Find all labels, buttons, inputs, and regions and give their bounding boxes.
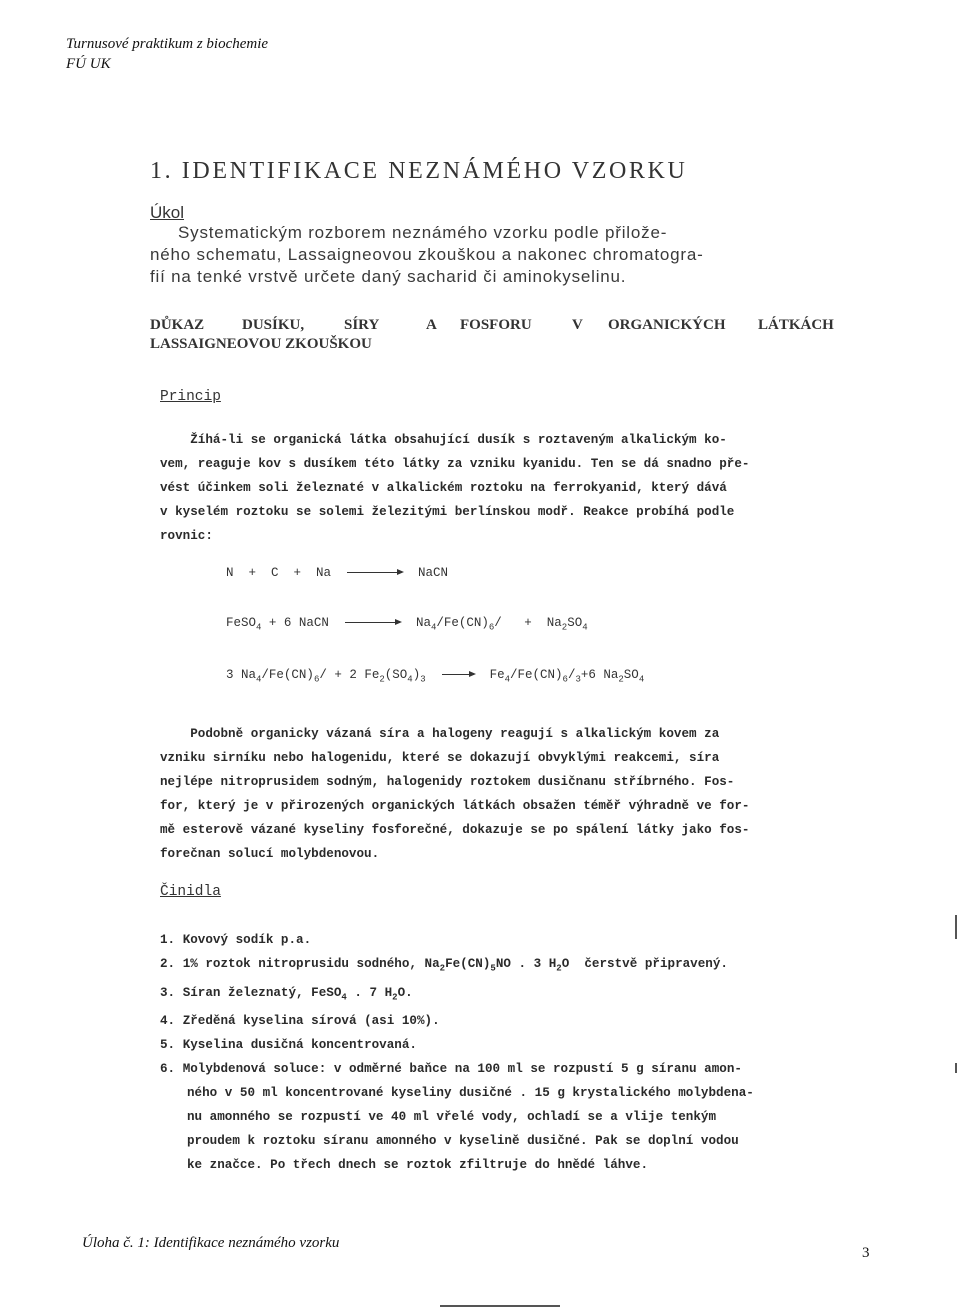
eq-sub: 6 — [488, 622, 495, 633]
task-line: Systematickým rozborem neznámého vzorku podle přilože- — [178, 223, 668, 242]
eq-sub: 4 — [638, 674, 645, 685]
eq-term: /Fe(CN) — [436, 616, 489, 630]
eq-sub: 4 — [256, 674, 262, 685]
item-text: Molybdenová soluce: v odměrné baňce na 100 ml se rozpustí 5 g síranu amon- — [182, 1062, 742, 1077]
eq-term: Fe — [489, 668, 505, 682]
paragraph-line: nejlépe nitroprusidem sodným, halogenidy roztokem dusičnanu stříbrného. Fos- — [160, 775, 735, 789]
item-number: 1. — [160, 933, 176, 947]
item-number: 5. — [160, 1038, 176, 1053]
item-number: 3. — [160, 985, 176, 1000]
section-title — [150, 316, 850, 354]
item-text: Kyselina dusičná koncentrovaná. — [182, 1038, 417, 1053]
item-number: 4. — [160, 1014, 176, 1029]
list-item — [160, 952, 754, 981]
paragraph-line: v kyselém roztoku se solemi železitými berlínskou modř. Reakce probíhá podle — [160, 505, 735, 519]
reagents-heading: Činidla — [160, 884, 221, 900]
page-number: 3 — [862, 1245, 870, 1261]
eq-sub: 3 — [575, 674, 581, 685]
section-word: ORGANICKÝCH — [608, 317, 726, 333]
reaction-arrow-icon — [442, 674, 474, 675]
eq-reactants: N + C + Na — [226, 566, 332, 580]
equation-1 — [226, 566, 448, 580]
eq-term: /Fe(CN) — [261, 668, 314, 682]
principle-paragraph-1 — [160, 428, 749, 548]
footer-caption: Úloha č. 1: Identifikace neznámého vzorku — [82, 1235, 340, 1251]
scan-edge-mark — [955, 1063, 957, 1073]
header-faculty: FÚ UK — [66, 56, 111, 72]
item-text: Fe(CN) — [445, 957, 491, 971]
eq-sub: 4 — [430, 622, 437, 633]
eq-term: (SO — [384, 668, 408, 682]
reaction-arrow-icon — [347, 572, 402, 573]
eq-term: + 6 NaCN — [261, 616, 329, 630]
item-text: Síran železnatý, FeSO — [182, 985, 342, 1000]
section-word: SÍRY — [344, 317, 380, 333]
eq-term: 3 Na — [226, 668, 257, 682]
equation-3 — [226, 668, 644, 685]
section-word: FOSFORU — [460, 317, 532, 333]
eq-sub: 2 — [561, 622, 568, 633]
reaction-arrow-icon — [345, 622, 400, 623]
item-sub: 2 — [556, 963, 562, 974]
paragraph-line: for, který je v přirozených organických látkách obsažen téměř výhradně ve for- — [160, 799, 750, 813]
list-item-continuation: ke značce. Po třech dnech se roztok zfiltruje do hnědé láhve. — [187, 1158, 649, 1173]
list-item — [160, 1033, 754, 1057]
paragraph-line: Podobně organicky vázaná síra a halogeny reagují s alkalickým kovem za — [160, 727, 720, 741]
item-number: 2. — [160, 957, 176, 971]
eq-sub: 4 — [504, 674, 511, 685]
eq-sub: 4 — [582, 622, 588, 633]
item-text: 1% roztok nitroprusidu sodného, Na — [182, 957, 440, 971]
eq-term: +6 Na — [580, 668, 619, 682]
paragraph-line: mě esterově vázané kyseliny fosforečné, dokazuje se po spálení látky jako fos- — [160, 823, 750, 837]
eq-term: Na — [415, 616, 431, 630]
eq-term: /Fe(CN) — [510, 668, 563, 682]
eq-sub: 6 — [562, 674, 568, 685]
item-text: Zředěná kyselina sírová (asi 10%). — [182, 1014, 440, 1029]
eq-products: NaCN — [418, 566, 449, 580]
item-sub: 2 — [392, 992, 398, 1003]
eq-sub: 6 — [313, 674, 320, 685]
item-text: O. — [397, 985, 413, 1000]
eq-term: / — [567, 668, 576, 682]
paragraph-line: vem, reaguje kov s dusíkem této látky za vzniku kyanidu. Ten se dá snadno pře- — [160, 457, 750, 471]
item-text: Kovový sodík p.a. — [182, 933, 312, 947]
item-text: NO . 3 H — [495, 957, 557, 971]
item-sub: 5 — [490, 963, 496, 974]
task-heading: Úkol — [150, 203, 185, 222]
item-text: . 7 H — [346, 985, 393, 1000]
paragraph-line: forečnan solucí molybdenovou. — [160, 847, 380, 861]
eq-term: / + Na — [494, 616, 562, 630]
list-item — [160, 928, 754, 952]
section-word: DUSÍKU, — [242, 317, 305, 333]
eq-sub: 3 — [420, 674, 426, 685]
section-title-line2: LASSAIGNEOVOU ZKOUŠKOU — [150, 336, 372, 352]
paragraph-line: vzniku sirníku nebo halogenidu, které se dokazují obvyklými reakcemi, síra — [160, 751, 720, 765]
eq-sub: 2 — [618, 674, 624, 685]
eq-sub: 4 — [407, 674, 413, 685]
section-word: A — [426, 317, 437, 333]
eq-term: / + 2 Fe — [319, 668, 380, 682]
list-item — [160, 1057, 754, 1081]
section-word: DŮKAZ — [150, 317, 205, 333]
item-sub: 2 — [439, 963, 446, 974]
task-text — [150, 222, 840, 288]
task-line: fií na tenké vrstvě určete daný sacharid či aminokyselinu. — [150, 267, 627, 286]
eq-term: SO — [623, 668, 639, 682]
header-course: Turnusové praktikum z biochemie — [66, 36, 269, 52]
reagents-list — [160, 928, 754, 1177]
item-sub: 4 — [341, 992, 347, 1003]
equation-2 — [226, 616, 588, 633]
eq-term: SO — [567, 616, 583, 630]
item-number: 6. — [160, 1062, 176, 1077]
eq-term: ) — [412, 668, 421, 682]
item-text: O čerstvě připravený. — [561, 957, 728, 971]
paragraph-line: rovnic: — [160, 529, 213, 543]
scan-edge-mark — [440, 1305, 560, 1307]
list-item-continuation: proudem k roztoku síranu amonného v kyselině dusičné. Pak se doplní vodou — [187, 1134, 739, 1149]
document-header — [66, 34, 268, 74]
list-item — [160, 1009, 754, 1033]
task-line: ného schematu, Lassaigneovou zkouškou a nakonec chromatogra- — [150, 245, 704, 264]
principle-heading: Princip — [160, 389, 221, 405]
scan-edge-mark — [955, 915, 957, 939]
eq-sub: 2 — [379, 674, 385, 685]
section-word: LÁTKÁCH — [758, 317, 834, 333]
list-item-continuation: ného v 50 ml koncentrované kyseliny dusičné . 15 g krystalického molybdena- — [187, 1086, 754, 1101]
paragraph-line: vést účinkem soli železnaté v alkalickém roztoku na ferrokyanid, který dává — [160, 481, 727, 495]
list-item — [160, 981, 754, 1010]
eq-sub: 4 — [256, 622, 262, 633]
list-item-continuation: nu amonného se rozpustí ve 40 ml vřelé vody, ochladí se a vlije tenkým — [187, 1110, 717, 1125]
section-word: V — [572, 317, 583, 333]
principle-paragraph-2 — [160, 722, 749, 866]
page-title: 1. IDENTIFIKACE NEZNÁMÉHO VZORKU — [150, 158, 688, 184]
eq-term: FeSO — [226, 616, 257, 630]
section-title-line1 — [150, 316, 850, 335]
paragraph-line: Žíhá-li se organická látka obsahující dusík s roztaveným alkalickým ko- — [160, 433, 727, 447]
